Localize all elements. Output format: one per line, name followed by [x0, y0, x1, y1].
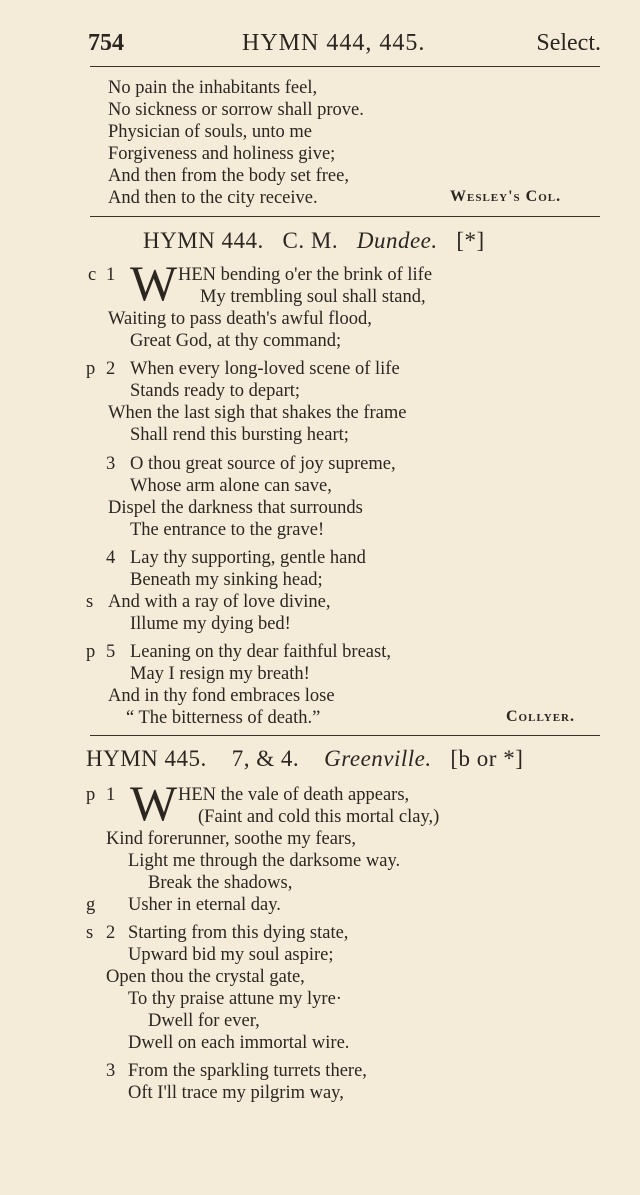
verse-number: 4 [106, 548, 116, 568]
verse-line: Usher in eternal day. [128, 895, 281, 915]
hymn-tune: Greenville. [324, 746, 432, 771]
verse-line: Stands ready to depart; [130, 381, 301, 401]
verse-line: Break the shadows, [148, 873, 293, 893]
dynamic-mark: g [86, 895, 96, 915]
verse-line: No sickness or sorrow shall prove. [108, 100, 364, 120]
verse-line: Shall rend this bursting heart; [130, 425, 349, 445]
attribution: Wesley's Col. [450, 188, 562, 205]
dynamic-mark: p [86, 359, 96, 379]
verse-line: When the last sigh that shakes the frame [108, 403, 407, 423]
dynamic-mark: s [86, 592, 94, 612]
verse-line: Great God, at thy command; [130, 331, 342, 351]
verse-number: 5 [106, 642, 116, 662]
hymn-meter: C. M. [282, 228, 339, 253]
drop-cap: W [130, 775, 178, 831]
verse-number: 3 [106, 454, 116, 474]
verse-line: The entrance to the grave! [130, 520, 325, 540]
verse-number: 1 [106, 785, 116, 805]
dynamic-mark: s [86, 923, 94, 943]
verse-line: Leaning on thy dear faithful breast, [130, 642, 391, 662]
verse-line: May I resign my breath! [130, 664, 310, 684]
verse-line: To thy praise attune my lyre· [128, 989, 342, 1009]
verse-line: And with a ray of love divine, [108, 592, 331, 612]
verse-line: Forgiveness and holiness give; [108, 144, 336, 164]
dynamic-mark: c [88, 265, 97, 285]
verse-line: O thou great source of joy supreme, [130, 454, 396, 474]
hymn-445-title [86, 746, 523, 772]
verse-line: Starting from this dying state, [128, 923, 349, 943]
hymn-mark: [*] [456, 228, 485, 253]
verse-line: HEN the vale of death appears, [178, 785, 410, 805]
section-label: Select. [536, 30, 601, 56]
verse-line: Open thou the crystal gate, [106, 967, 305, 987]
hymn-mark: [b or *] [450, 746, 524, 771]
verse-line: From the sparkling turrets there, [128, 1061, 367, 1081]
section-rule [90, 216, 600, 217]
verse-line: And in thy fond embraces lose [108, 686, 335, 706]
verse-line: Upward bid my soul aspire; [128, 945, 334, 965]
verse-line: Lay thy supporting, gentle hand [130, 548, 366, 568]
verse-line: Dwell for ever, [148, 1011, 260, 1031]
hymn-meter: 7, & 4. [231, 746, 300, 771]
running-header [88, 30, 603, 70]
verse-line: And then to the city receive. [108, 188, 318, 208]
verse-line: No pain the inhabitants feel, [108, 78, 318, 98]
verse-line: “ The bitterness of death.” [126, 708, 321, 728]
section-rule [90, 735, 600, 736]
dynamic-mark: p [86, 785, 96, 805]
verse-line: Light me through the darksome way. [128, 851, 401, 871]
dynamic-mark: p [86, 642, 96, 662]
verse-line: Whose arm alone can save, [130, 476, 332, 496]
verse-number: 1 [106, 265, 116, 285]
verse-line: Beneath my sinking head; [130, 570, 323, 590]
verse-number: 2 [106, 359, 116, 379]
drop-cap: W [130, 255, 178, 311]
verse-line: (Faint and cold this mortal clay,) [198, 807, 440, 827]
verse-line: Waiting to pass death's awful flood, [108, 309, 372, 329]
verse-line: Illume my dying bed! [130, 614, 291, 634]
verse-line: And then from the body set free, [108, 166, 349, 186]
attribution: Collyer. [506, 708, 575, 725]
hymn-tune: Dundee. [356, 228, 438, 253]
hymn-number: HYMN 444. [143, 228, 264, 253]
running-title: HYMN 444, 445. [242, 30, 426, 56]
verse-line: HEN bending o'er the brink of life [178, 265, 433, 285]
hymn-number: HYMN 445. [86, 746, 207, 771]
verse-line: Physician of souls, unto me [108, 122, 313, 142]
verse-number: 3 [106, 1061, 116, 1081]
header-rule [90, 66, 600, 67]
hymn-444-title [143, 228, 485, 254]
verse-line: My trembling soul shall stand, [200, 287, 426, 307]
verse-line: Dispel the darkness that surrounds [108, 498, 363, 518]
page-number: 754 [88, 30, 124, 56]
verse-number: 2 [106, 923, 116, 943]
verse-line: Kind forerunner, soothe my fears, [106, 829, 356, 849]
verse-line: When every long-loved scene of life [130, 359, 400, 379]
verse-line: Dwell on each immortal wire. [128, 1033, 350, 1053]
verse-line: Oft I'll trace my pilgrim way, [128, 1083, 344, 1103]
